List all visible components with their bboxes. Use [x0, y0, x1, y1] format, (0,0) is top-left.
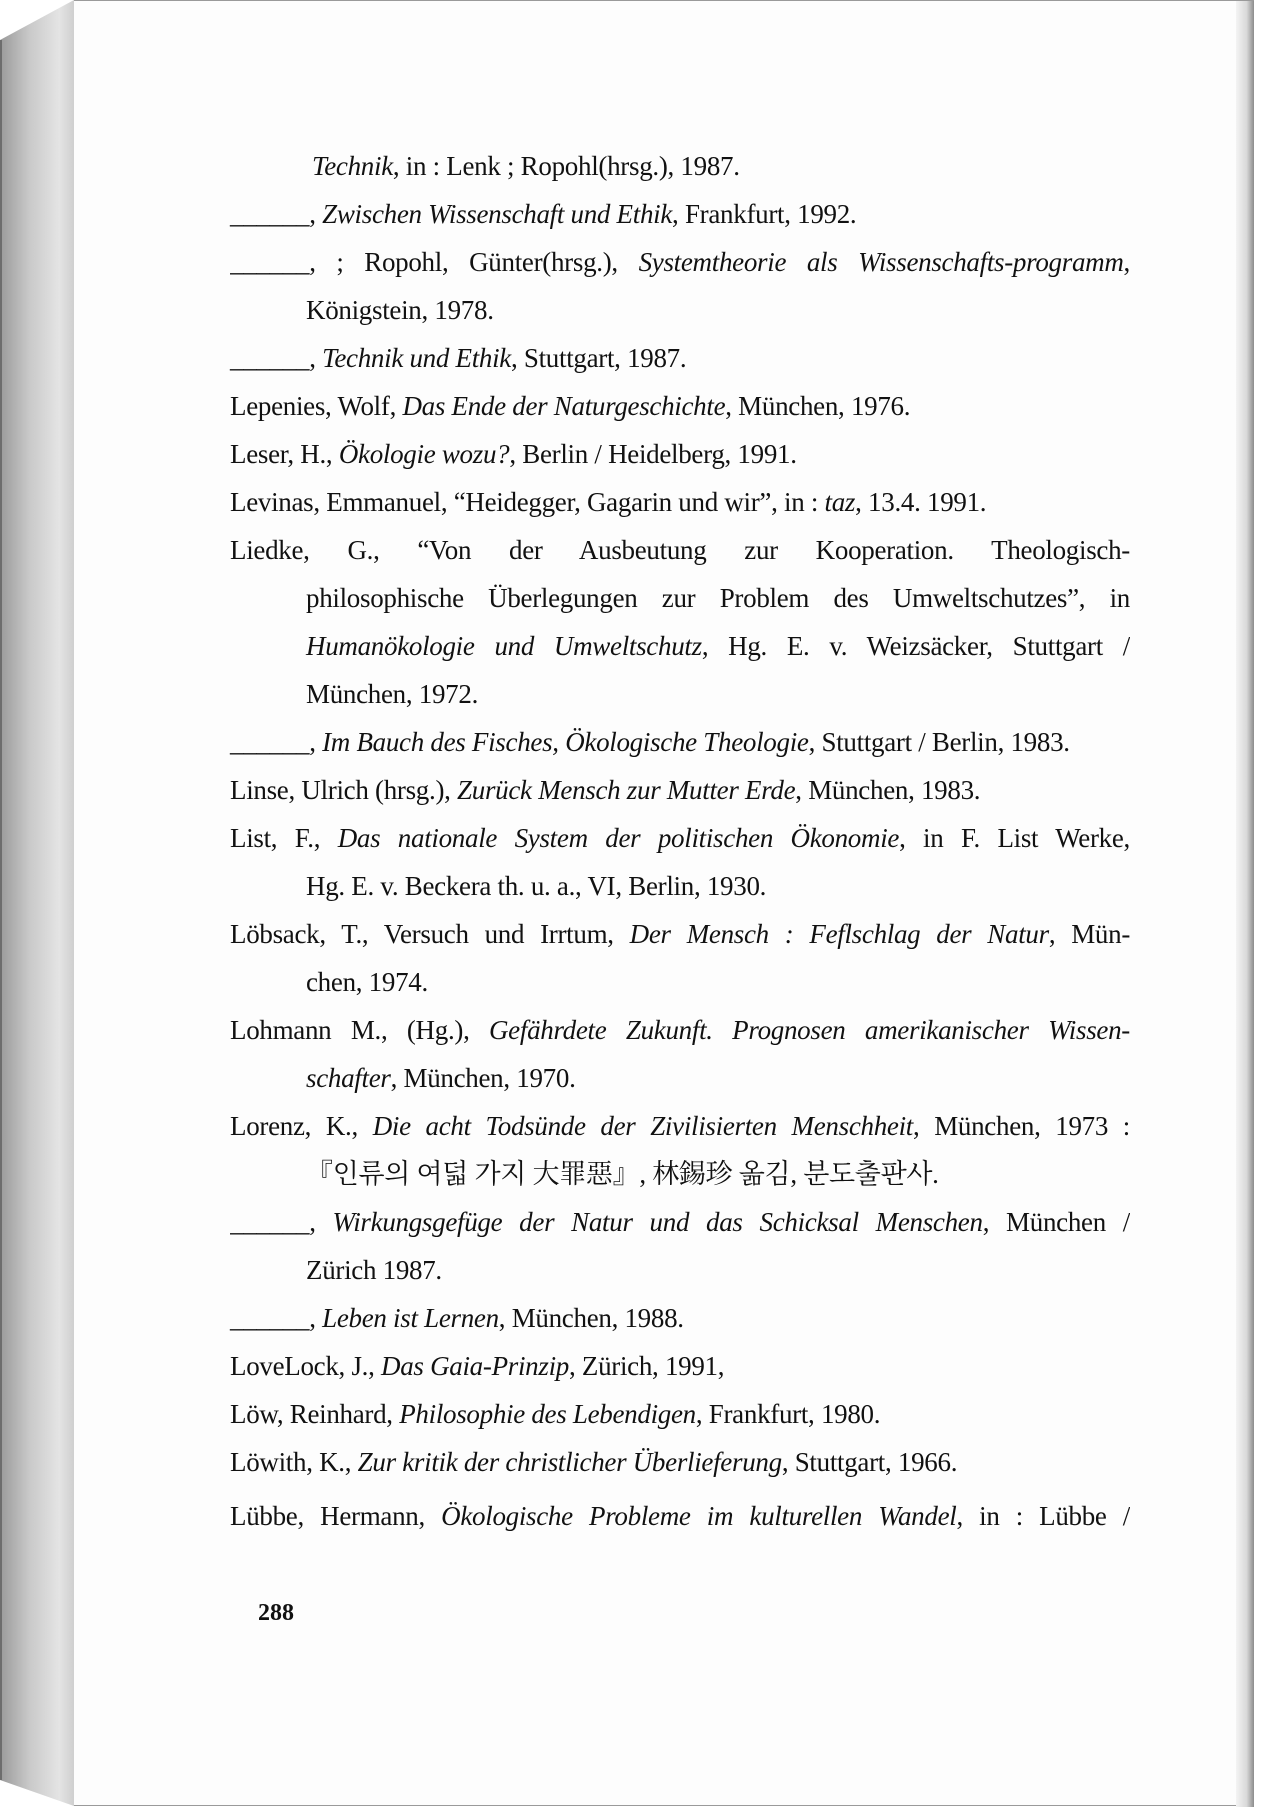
- entry-line: [230, 766, 1130, 814]
- entry-text: , Mün-: [1048, 919, 1130, 949]
- entry-line: [230, 1006, 1130, 1054]
- entry-line: [230, 190, 1130, 238]
- bibliography-entry: [230, 334, 1130, 382]
- entry-line: [230, 718, 1130, 766]
- entry-line: [230, 862, 1130, 910]
- entry-text: , Zürich, 1991,: [568, 1351, 725, 1381]
- entry-text: , Stuttgart / Berlin, 1983.: [808, 727, 1070, 757]
- entry-line: [230, 910, 1130, 958]
- entry-text: 『인류의 여덟 가지 大罪惡』, 林錫珍 옮김, 분도출판사.: [306, 1159, 939, 1189]
- entry-text: , Frankfurt, 1980.: [695, 1399, 881, 1429]
- entry-text: München, 1972.: [306, 679, 479, 709]
- entry-line: [230, 814, 1130, 862]
- bibliography-entry: [230, 1198, 1130, 1294]
- entry-line: [230, 1246, 1130, 1294]
- entry-text: List, F.,: [230, 823, 338, 853]
- title-text: Technik und Ethik: [322, 343, 511, 373]
- entry-text: , München, 1976.: [725, 391, 911, 421]
- title-text: Systemtheorie als Wissenschafts-programm: [638, 247, 1124, 277]
- entry-line: [230, 286, 1130, 334]
- entry-line: [230, 334, 1130, 382]
- bibliography-entry: [230, 766, 1130, 814]
- entry-text: ______,: [230, 1207, 333, 1237]
- entry-text: , München, 1983.: [795, 775, 981, 805]
- entry-text: Lübbe, Hermann,: [230, 1501, 442, 1531]
- entry-line: [230, 1294, 1130, 1342]
- entry-text: , München, 1988.: [498, 1303, 684, 1333]
- entry-text: , Berlin / Heidelberg, 1991.: [509, 439, 797, 469]
- title-text: Technik: [312, 151, 393, 181]
- entry-text: ,: [1123, 247, 1130, 277]
- entry-text: , Hg. E. v. Weizsäcker, Stuttgart /: [701, 631, 1130, 661]
- entry-text: , in F. List Werke,: [899, 823, 1130, 853]
- title-text: Das Gaia-Prinzip: [381, 1351, 569, 1381]
- entry-text: , München, 1973 :: [913, 1111, 1130, 1141]
- title-text: Ökologie wozu?: [338, 439, 510, 469]
- entry-text: , München, 1970.: [390, 1063, 576, 1093]
- bibliography-entry: [230, 526, 1130, 718]
- entry-line: [230, 670, 1130, 718]
- entry-text: Lepenies, Wolf,: [230, 391, 403, 421]
- entry-line: [230, 430, 1130, 478]
- bibliography-entry: [230, 1102, 1130, 1198]
- entry-line: [230, 238, 1130, 286]
- entry-text: Lorenz, K.,: [230, 1111, 373, 1141]
- entry-text: ______,: [230, 199, 323, 229]
- title-text: Leben ist Lernen: [322, 1303, 499, 1333]
- entry-text: , Frankfurt, 1992.: [672, 199, 857, 229]
- entry-line: [230, 1102, 1130, 1150]
- entry-text: Liedke, G., “Von der Ausbeutung zur Kooperation. Theologisch-: [230, 535, 1130, 565]
- entry-text: philosophische Überlegungen zur Problem des Umweltschutzes”, in: [306, 583, 1130, 613]
- bibliography-entry: [230, 430, 1130, 478]
- bibliography-entry: [230, 1294, 1130, 1342]
- entry-line: [230, 958, 1130, 1006]
- entry-text: , in : Lenk ; Ropohl(hrsg.), 1987.: [392, 151, 740, 181]
- bibliography-entry: [230, 238, 1130, 334]
- book-spine: [0, 0, 74, 1806]
- title-text: Zur kritik der christlicher Überlieferung: [357, 1447, 782, 1477]
- entry-text: Linse, Ulrich (hrsg.),: [230, 775, 458, 805]
- title-text: Philosophie des Lebendigen: [399, 1399, 696, 1429]
- entry-line: [230, 574, 1130, 622]
- entry-text: Löbsack, T., Versuch und Irrtum,: [230, 919, 630, 949]
- entry-text: chen, 1974.: [306, 967, 428, 997]
- bibliography-entry: [230, 1006, 1130, 1102]
- entry-text: Leser, H.,: [230, 439, 339, 469]
- entry-text: LoveLock, J.,: [230, 1351, 382, 1381]
- entry-line: [230, 478, 1130, 526]
- entry-line: [230, 1198, 1130, 1246]
- bibliography-entry: [230, 814, 1130, 910]
- entry-text: , 13.4. 1991.: [855, 487, 987, 517]
- title-text: taz: [824, 487, 856, 517]
- entry-text: Levinas, Emmanuel, “Heidegger, Gagarin und wir”, in :: [230, 487, 825, 517]
- entry-text: , Stuttgart, 1966.: [781, 1447, 958, 1477]
- entry-text: Königstein, 1978.: [306, 295, 494, 325]
- entry-line: [230, 1492, 1130, 1540]
- entry-text: ______,: [230, 727, 323, 757]
- title-text: Humanökologie und Umweltschutz: [306, 631, 702, 661]
- bibliography-entry: [230, 1492, 1130, 1540]
- entry-text: ______,: [230, 343, 323, 373]
- entry-line: [230, 142, 1130, 190]
- entry-text: Zürich 1987.: [306, 1255, 442, 1285]
- page-edge-shadow: [1236, 1, 1254, 1807]
- title-text: Der Mensch : Feflschlag der Natur: [629, 919, 1049, 949]
- page-number: 288: [258, 1600, 294, 1626]
- entry-text: , Stuttgart, 1987.: [510, 343, 687, 373]
- bibliography-entry: [230, 1438, 1130, 1486]
- title-text: Die acht Todsünde der Zivilisierten Menschheit: [372, 1111, 914, 1141]
- entry-text: ______, ; Ropohl, Günter(hrsg.),: [230, 247, 639, 277]
- entry-text: Löw, Reinhard,: [230, 1399, 400, 1429]
- entry-line: [230, 622, 1130, 670]
- entry-line: [230, 1054, 1130, 1102]
- entry-line: [230, 382, 1130, 430]
- title-text: Gefährdete Zukunft. Prognosen amerikanischer Wissen-: [488, 1015, 1130, 1045]
- entry-line: [230, 1438, 1130, 1486]
- entry-text: Lohmann M., (Hg.),: [230, 1015, 489, 1045]
- title-text: Ökologische Probleme im kulturellen Wandel: [441, 1501, 957, 1531]
- title-text: Zwischen Wissenschaft und Ethik: [322, 199, 673, 229]
- title-text: Das nationale System der politischen Ökonomie: [337, 823, 900, 853]
- entry-line: [230, 1390, 1130, 1438]
- entry-line: [230, 1342, 1130, 1390]
- entry-line: [230, 1150, 1130, 1198]
- bibliography-entry: [230, 190, 1130, 238]
- entry-line: [230, 526, 1130, 574]
- title-text: Im Bauch des Fisches, Ökologische Theologie: [322, 727, 809, 757]
- bibliography-entry: [230, 1390, 1130, 1438]
- bibliography-entry: [230, 1342, 1130, 1390]
- bibliography-list: [230, 142, 1130, 1540]
- bibliography-entry: [230, 478, 1130, 526]
- title-text: schafter: [306, 1063, 391, 1093]
- entry-text: , in : Lübbe /: [956, 1501, 1130, 1531]
- bibliography-entry: [230, 910, 1130, 1006]
- bibliography-entry: [230, 142, 1130, 190]
- bibliography-entry: [230, 718, 1130, 766]
- title-text: Zurück Mensch zur Mutter Erde: [457, 775, 796, 805]
- title-text: Das Ende der Naturgeschichte: [402, 391, 726, 421]
- entry-text: Löwith, K.,: [230, 1447, 358, 1477]
- entry-text: , München /: [982, 1207, 1130, 1237]
- entry-text: Hg. E. v. Beckera th. u. a., VI, Berlin, 1930.: [306, 871, 767, 901]
- title-text: Wirkungsgefüge der Natur und das Schicksal Menschen: [332, 1207, 983, 1237]
- entry-text: ______,: [230, 1303, 323, 1333]
- bibliography-entry: [230, 382, 1130, 430]
- spine-edge: [0, 40, 2, 1780]
